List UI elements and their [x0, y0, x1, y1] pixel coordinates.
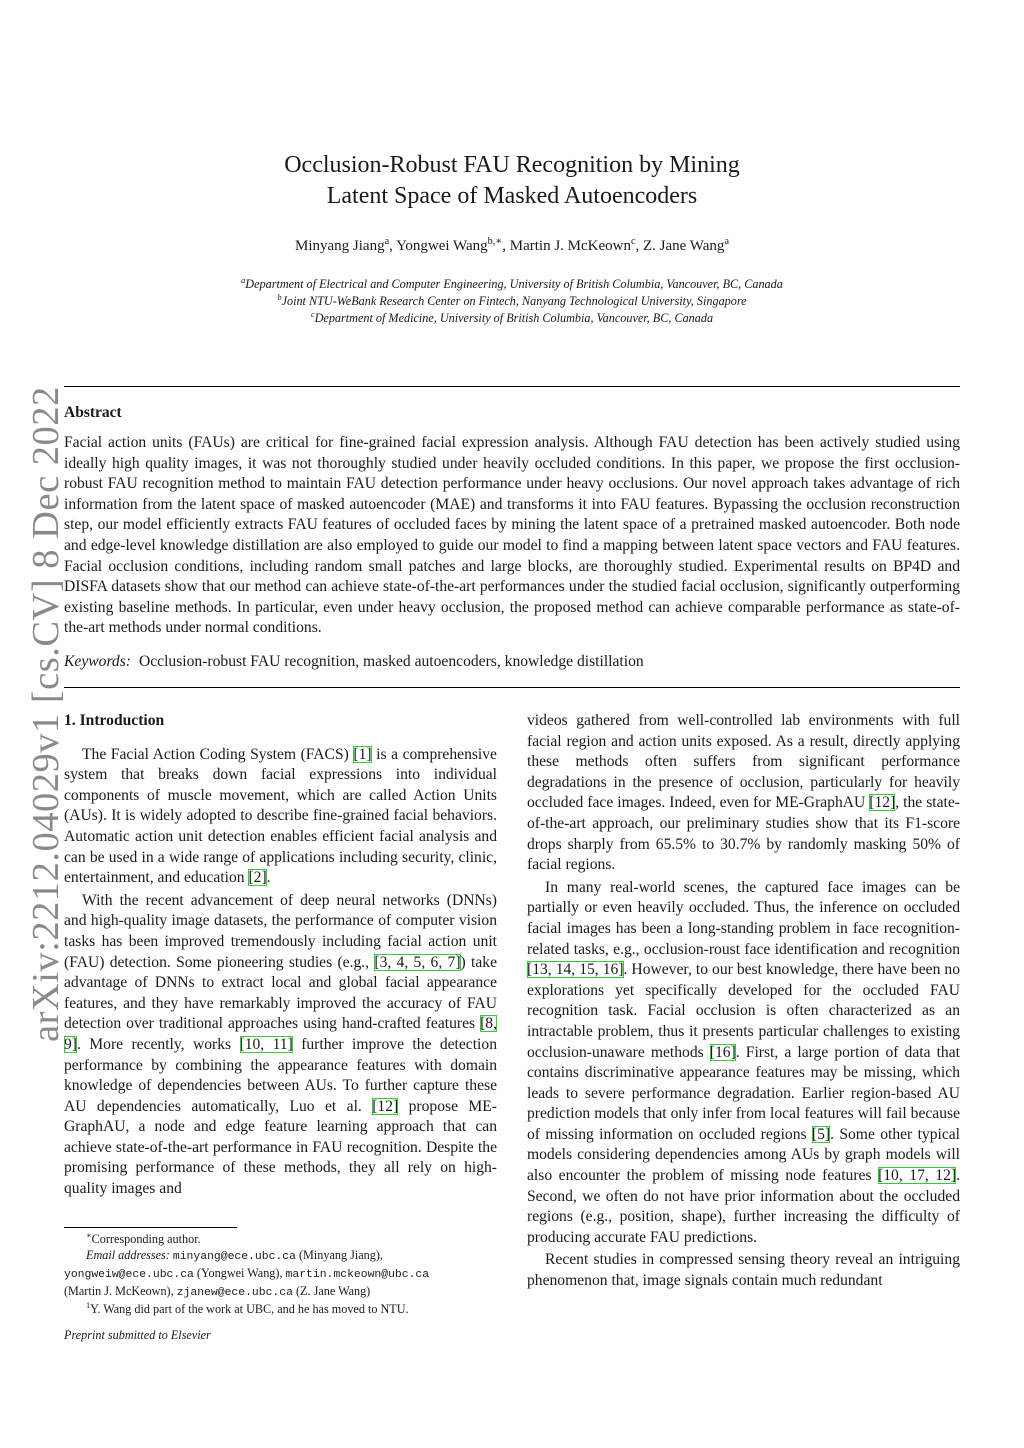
paragraph-text: .: [266, 869, 271, 887]
email-link[interactable]: minyang@ece.ubc.ca: [172, 1251, 296, 1263]
paragraph-text: . First, a large portion of data that contains discriminative appearance features may be missing, which leads to severe performance degradation. Earlier region-based AU prediction models that only infer from local features will fail because of missing information on occluded regions: [527, 1043, 960, 1143]
citation-link[interactable]: [3, 4, 5, 6, 7]: [374, 953, 461, 971]
right-column: [527, 711, 960, 1292]
paragraph-text: With the recent advancement of deep neural networks (DNNs) and high-quality image datasets, the performance of computer vision tasks has been improved tremendously including facial action unit (FAU) detection. Some pioneering studies (e.g.,: [64, 891, 497, 971]
author-list: [64, 238, 960, 255]
paper-title: [64, 150, 960, 212]
footnote-emails: Email addresses: minyang@ece.ubc.ca (Minyang Jiang),: [86, 1248, 383, 1263]
citation-link[interactable]: [8, 9]: [64, 1015, 497, 1053]
footnote-1: $^1$Y. Wang did part of the work at UBC, and he has moved to NTU.: [86, 1300, 409, 1316]
author: Z. Jane Wang$^a$: [643, 236, 729, 254]
keywords-label: Keywords:: [64, 653, 131, 670]
paragraph-text: videos gathered from well-controlled lab environments with full facial region and action units exposed. As a result, directly applying these methods often suffers from significant performance degradations in the presence of occlusion, particularly for heavily occluded face images. Indeed, even for ME-GraphAU: [527, 712, 960, 812]
paragraph-text: In many real-world scenes, the captured face images can be partially or even heavily occluded. Thus, the inference on occluded facial images has been a long-standing problem in face recognition-related tasks, e.g., occlusion-roust face identification and recognition: [527, 878, 960, 958]
footnote-corresponding: ∗Corresponding author.: [86, 1230, 201, 1246]
affiliation: $^a$Department of Electrical and Computer Engineering, University of British Columbia, Vancouver, BC, Canada: [241, 275, 783, 291]
keywords: [64, 653, 960, 671]
paragraph: [527, 878, 960, 1249]
author: Martin J. McKeown$^c$,: [509, 236, 644, 254]
paragraph: [527, 711, 960, 876]
affiliations: [64, 276, 960, 327]
title-line-2: Latent Space of Masked Autoencoders: [326, 183, 698, 209]
right-paragraphs: [527, 711, 960, 1292]
citation-link[interactable]: [12]: [372, 1097, 399, 1115]
affiliation: $^b$Joint NTU-WeBank Research Center on Fintech, Nanyang Technological University, Singapore: [277, 292, 747, 308]
email-link[interactable]: yongweiw@ece.ubc.ca: [64, 1269, 194, 1281]
paragraph-text: is a comprehensive system that breaks down facial expressions into individual components of muscle movement, which are called Action Units (AUs). It is widely adopted to describe fine-grained facial behaviors. Automatic action unit detection enables efficient facial analysis and can be used in a wide range of applications including security, clinic, entertainment, and education: [64, 745, 497, 887]
citation-link[interactable]: [1]: [353, 745, 372, 763]
paragraph-text: . Second, we often do not have prior information about the occluded regions (e.g., position, shape), further increasing the difficulty of producing accurate FAU predictions.: [527, 1167, 960, 1246]
left-paragraphs: [64, 745, 497, 1200]
section-heading: 1. Introduction: [64, 712, 165, 729]
abstract-heading: Abstract: [64, 404, 122, 421]
paragraph-text: The Facial Action Coding System (FACS): [82, 745, 354, 763]
abstract-bottom-rule: [64, 687, 960, 688]
footnote-rule: [64, 1227, 237, 1228]
paragraph-text: . Some other typical models considering dependencies among AUs by graph models will also encounter the problem of missing node features: [527, 1125, 960, 1185]
citation-link[interactable]: [16]: [709, 1043, 736, 1061]
footnote-emails-cont: (Martin J. McKeown), zjanew@ece.ubc.ca (Z. Jane Wang): [64, 1284, 371, 1299]
paragraph-text: further improve the detection performance by combining the appearance features with domain knowledge of dependencies between AUs. To further capture these AU dependencies automatically, Luo et al.: [64, 1035, 497, 1115]
citation-link[interactable]: [2]: [248, 869, 267, 887]
citation-link[interactable]: [5]: [811, 1125, 831, 1143]
paragraph-text: Recent studies in compressed sensing theory reveal an intriguing phenomenon that, image signals contain much redundant: [527, 1251, 960, 1290]
abstract-text: Facial action units (FAUs) are critical for fine-grained facial expression analysis. Although FAU detection has been actively studied using ideally high quality images, it was not thoroughly studied under heavily occluded conditions. In this paper, we propose the first occlusion-robust FAU recognition method to maintain FAU detection performance under heavy occlusions. Our novel approach takes advantage of rich information from the latent space of masked autoencoder (MAE) and transforms it into FAU features. Bypassing the occlusion reconstruction step, our model efficiently extracts FAU features of occluded faces by mining the latent space of a pretrained masked autoencoder. Both node and edge-level knowledge distillation are also employed to guide our model to find a mapping between latent space vectors and FAU features. Facial occlusion conditions, including random small patches and large blocks, are thoroughly studied. Experimental results on BP4D and DISFA datasets show that our method can achieve state-of-the-art performances under the studied facial occlusion, significantly outperforming existing baseline methods. In particular, even under heavy occlusion, the proposed method can achieve comparable performance as state-of-the-art methods under normal conditions.: [64, 434, 960, 637]
author: Yongwei Wang$^{b,∗}$,: [396, 236, 510, 254]
paragraph: [64, 891, 497, 1200]
paragraph: [527, 1250, 960, 1291]
author: Minyang Jiang$^a$,: [295, 236, 397, 254]
left-column: [64, 711, 497, 1200]
footnotes: [64, 1231, 497, 1317]
paragraph-text: . However, to our best knowledge, there have been no explorations yet specifically developed for the occluded FAU recognition task. Facial occlusion is often characterized as an intractable problem, thus it presents particular challenges to existing occlusion-unaware methods: [527, 961, 960, 1061]
paragraph-text: ) take advantage of DNNs to extract local and global facial appearance features, and they have remarkably improved the accuracy of FAU detection over traditional approaches using hand-crafted features: [64, 953, 497, 1033]
arxiv-stamp: arXiv:2212.04029v1 [cs.CV] 8 Dec 2022: [25, 386, 67, 1042]
citation-link[interactable]: [13, 14, 15, 16]: [527, 961, 624, 979]
paragraph-text: , the state-of-the-art approach, our preliminary studies show that its F1-score drops sharply from 65.5% to 30.7% by randomly masking 50% of facial regions.: [527, 794, 960, 874]
title-line-1: Occlusion-Robust FAU Recognition by Mining: [284, 152, 740, 178]
email-link[interactable]: martin.mckeown@ubc.ca: [285, 1269, 430, 1281]
abstract-top-rule: [64, 386, 960, 387]
paragraph-text: propose ME-GraphAU, a node and edge feature learning approach that can achieve state-of-the-art performance in FAU recognition. Despite the promising performance of these methods, they all rely on high-quality images and: [64, 1097, 497, 1198]
preprint-note: Preprint submitted to Elsevier: [64, 1328, 211, 1342]
paragraph-text: . More recently, works: [77, 1035, 240, 1053]
citation-link[interactable]: [10, 17, 12]: [878, 1167, 957, 1185]
paragraph: [64, 745, 497, 889]
citation-link[interactable]: [12]: [869, 794, 896, 812]
keywords-text: Occlusion-robust FAU recognition, masked autoencoders, knowledge distillation: [139, 653, 644, 670]
email-link[interactable]: zjanew@ece.ubc.ca: [176, 1287, 293, 1299]
affiliation: $^c$Department of Medicine, University of British Columbia, Vancouver, BC, Canada: [310, 309, 714, 325]
footnote-emails-cont: yongweiw@ece.ubc.ca (Yongwei Wang), martin.mckeown@ubc.ca: [64, 1266, 430, 1281]
citation-link[interactable]: [10, 11]: [239, 1035, 293, 1053]
